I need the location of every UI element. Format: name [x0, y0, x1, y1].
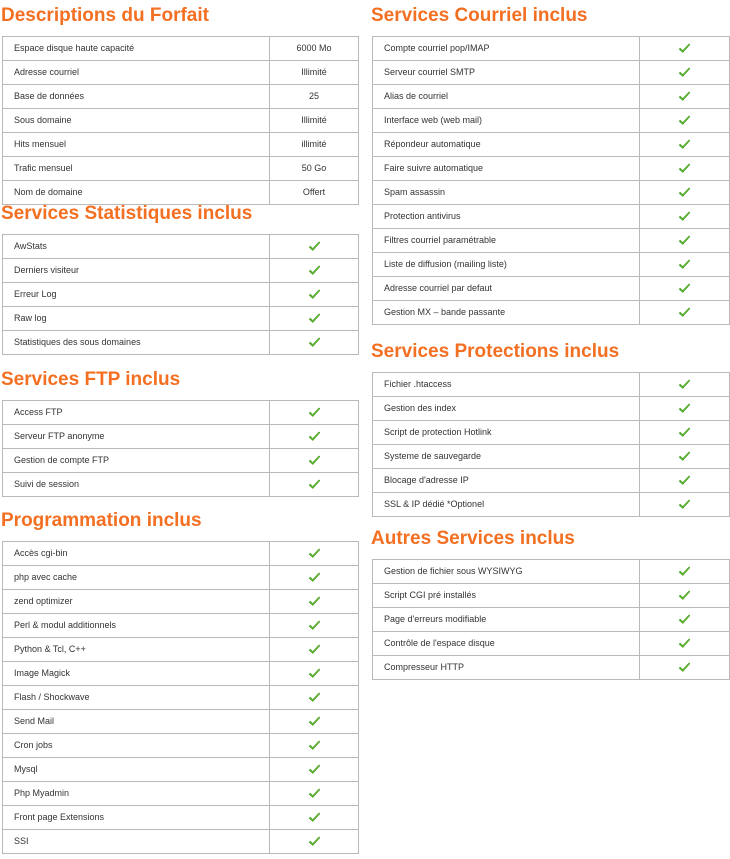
table-row	[3, 259, 359, 283]
table-row	[3, 590, 359, 614]
check-icon	[678, 379, 691, 389]
included-cell	[640, 301, 730, 325]
section-title-stats: Services Statistiques inclus	[1, 203, 253, 224]
check-icon	[678, 43, 691, 53]
row-label: Base de données	[3, 85, 270, 109]
check-icon	[308, 812, 321, 822]
included-cell	[270, 686, 359, 710]
section-title-forfait: Descriptions du Forfait	[1, 5, 209, 26]
row-label: Php Myadmin	[3, 782, 270, 806]
check-icon	[308, 596, 321, 606]
table-row	[373, 608, 730, 632]
table-row	[3, 473, 359, 497]
row-label: Serveur FTP anonyme	[3, 425, 270, 449]
included-cell	[270, 638, 359, 662]
row-label: SSI	[3, 830, 270, 854]
included-cell	[640, 560, 730, 584]
table-row	[3, 331, 359, 355]
row-label: AwStats	[3, 235, 270, 259]
check-icon	[678, 187, 691, 197]
table-row	[373, 37, 730, 61]
check-icon	[678, 163, 691, 173]
table-row	[373, 61, 730, 85]
included-cell	[640, 85, 730, 109]
check-icon	[308, 644, 321, 654]
table-other-body	[373, 560, 730, 680]
table-row	[3, 157, 359, 181]
row-label: Serveur courriel SMTP	[373, 61, 640, 85]
check-icon	[678, 259, 691, 269]
included-cell	[640, 229, 730, 253]
included-cell	[270, 614, 359, 638]
section-title-protect: Services Protections inclus	[371, 341, 620, 362]
table-row	[373, 584, 730, 608]
section-title-mail: Services Courriel inclus	[371, 5, 588, 26]
check-icon	[678, 614, 691, 624]
table-row	[373, 157, 730, 181]
check-icon	[308, 836, 321, 846]
included-cell	[640, 584, 730, 608]
check-icon	[678, 590, 691, 600]
table-row	[373, 469, 730, 493]
row-label: Compte courriel pop/IMAP	[373, 37, 640, 61]
table-row	[3, 37, 359, 61]
table-row	[373, 560, 730, 584]
row-label: Blocage d'adresse IP	[373, 469, 640, 493]
included-cell	[640, 373, 730, 397]
table-mail	[372, 36, 730, 325]
row-value: Offert	[270, 181, 359, 205]
table-row	[373, 656, 730, 680]
check-icon	[678, 67, 691, 77]
row-label: Gestion de fichier sous WYSIWYG	[373, 560, 640, 584]
row-label: Contrôle de l'espace disque	[373, 632, 640, 656]
row-label: Liste de diffusion (mailing liste)	[373, 253, 640, 277]
included-cell	[640, 37, 730, 61]
table-row	[373, 85, 730, 109]
row-value: 25	[270, 85, 359, 109]
row-label: Page d'erreurs modifiable	[373, 608, 640, 632]
check-icon	[678, 499, 691, 509]
included-cell	[270, 830, 359, 854]
check-icon	[678, 115, 691, 125]
included-cell	[640, 277, 730, 301]
row-value: 6000 Mo	[270, 37, 359, 61]
table-row	[3, 806, 359, 830]
row-label: Send Mail	[3, 710, 270, 734]
included-cell	[640, 181, 730, 205]
row-label: Faire suivre automatique	[373, 157, 640, 181]
table-row	[3, 283, 359, 307]
table-row	[3, 181, 359, 205]
table-row	[3, 662, 359, 686]
included-cell	[270, 806, 359, 830]
check-icon	[308, 668, 321, 678]
row-label: Derniers visiteur	[3, 259, 270, 283]
included-cell	[640, 469, 730, 493]
check-icon	[678, 566, 691, 576]
check-icon	[678, 427, 691, 437]
included-cell	[270, 590, 359, 614]
check-icon	[678, 91, 691, 101]
check-icon	[308, 455, 321, 465]
table-row	[373, 421, 730, 445]
included-cell	[270, 283, 359, 307]
table-row	[3, 614, 359, 638]
included-cell	[640, 632, 730, 656]
table-row	[3, 686, 359, 710]
row-label: Hits mensuel	[3, 133, 270, 157]
table-ftp-body	[3, 401, 359, 497]
check-icon	[308, 313, 321, 323]
check-icon	[308, 407, 321, 417]
table-row	[373, 133, 730, 157]
included-cell	[270, 734, 359, 758]
table-row	[373, 397, 730, 421]
row-label: Mysql	[3, 758, 270, 782]
included-cell	[640, 656, 730, 680]
included-cell	[270, 259, 359, 283]
check-icon	[308, 764, 321, 774]
table-prog-body	[3, 542, 359, 854]
row-label: Script CGI pré installés	[373, 584, 640, 608]
check-icon	[308, 265, 321, 275]
check-icon	[308, 241, 321, 251]
table-row	[373, 277, 730, 301]
row-label: Fichier .htaccess	[373, 373, 640, 397]
check-icon	[678, 283, 691, 293]
row-label: Spam assassin	[373, 181, 640, 205]
row-label: Adresse courriel par defaut	[373, 277, 640, 301]
check-icon	[678, 403, 691, 413]
row-label: Espace disque haute capacité	[3, 37, 270, 61]
row-label: Alias de courriel	[373, 85, 640, 109]
included-cell	[640, 253, 730, 277]
table-stats	[2, 234, 359, 355]
check-icon	[308, 572, 321, 582]
row-label: Systeme de sauvegarde	[373, 445, 640, 469]
included-cell	[640, 109, 730, 133]
table-mail-body	[373, 37, 730, 325]
section-title-prog: Programmation inclus	[1, 510, 202, 531]
table-prog	[2, 541, 359, 854]
row-label: Access FTP	[3, 401, 270, 425]
included-cell	[640, 445, 730, 469]
row-label: Front page Extensions	[3, 806, 270, 830]
table-row	[373, 301, 730, 325]
row-label: Suivi de session	[3, 473, 270, 497]
included-cell	[640, 608, 730, 632]
row-label: Trafic mensuel	[3, 157, 270, 181]
check-icon	[678, 662, 691, 672]
row-label: php avec cache	[3, 566, 270, 590]
table-row	[3, 542, 359, 566]
included-cell	[640, 133, 730, 157]
table-row	[3, 307, 359, 331]
table-row	[373, 229, 730, 253]
table-row	[373, 493, 730, 517]
table-row	[373, 253, 730, 277]
table-forfait	[2, 36, 359, 205]
table-forfait-body	[3, 37, 359, 205]
included-cell	[270, 542, 359, 566]
table-row	[3, 710, 359, 734]
table-row	[3, 782, 359, 806]
check-icon	[308, 479, 321, 489]
table-protect-body	[373, 373, 730, 517]
check-icon	[678, 475, 691, 485]
included-cell	[640, 157, 730, 181]
table-row	[373, 181, 730, 205]
row-label: Image Magick	[3, 662, 270, 686]
table-row	[3, 109, 359, 133]
row-label: Répondeur automatique	[373, 133, 640, 157]
table-other	[372, 559, 730, 680]
check-icon	[308, 692, 321, 702]
row-label: zend optimizer	[3, 590, 270, 614]
table-row	[373, 632, 730, 656]
table-row	[3, 566, 359, 590]
check-icon	[308, 548, 321, 558]
row-label: Python & Tcl, C++	[3, 638, 270, 662]
check-icon	[308, 289, 321, 299]
row-label: Protection antivirus	[373, 205, 640, 229]
included-cell	[270, 782, 359, 806]
check-icon	[308, 620, 321, 630]
row-label: Sous domaine	[3, 109, 270, 133]
check-icon	[678, 307, 691, 317]
table-row	[3, 734, 359, 758]
check-icon	[308, 740, 321, 750]
included-cell	[270, 662, 359, 686]
table-stats-body	[3, 235, 359, 355]
included-cell	[270, 235, 359, 259]
row-label: Accès cgi-bin	[3, 542, 270, 566]
check-icon	[308, 716, 321, 726]
row-label: Statistiques des sous domaines	[3, 331, 270, 355]
row-label: Flash / Shockwave	[3, 686, 270, 710]
table-row	[3, 830, 359, 854]
check-icon	[678, 235, 691, 245]
row-value: 50 Go	[270, 157, 359, 181]
section-title-ftp: Services FTP inclus	[1, 369, 181, 390]
row-label: Nom de domaine	[3, 181, 270, 205]
check-icon	[308, 431, 321, 441]
row-label: Gestion de compte FTP	[3, 449, 270, 473]
included-cell	[270, 401, 359, 425]
check-icon	[308, 337, 321, 347]
check-icon	[678, 139, 691, 149]
row-label: Perl & modul additionnels	[3, 614, 270, 638]
section-title-other: Autres Services inclus	[371, 528, 575, 549]
included-cell	[270, 758, 359, 782]
row-value: illimité	[270, 133, 359, 157]
check-icon	[308, 788, 321, 798]
row-value: Illimité	[270, 61, 359, 85]
row-label: Adresse courriel	[3, 61, 270, 85]
table-protect	[372, 372, 730, 517]
included-cell	[270, 566, 359, 590]
included-cell	[640, 397, 730, 421]
table-row	[3, 235, 359, 259]
table-row	[3, 61, 359, 85]
row-label: Script de protection Hotlink	[373, 421, 640, 445]
row-label: Interface web (web mail)	[373, 109, 640, 133]
check-icon	[678, 451, 691, 461]
row-label: SSL & IP dédié *Optionel	[373, 493, 640, 517]
table-row	[3, 638, 359, 662]
included-cell	[640, 493, 730, 517]
table-row	[373, 205, 730, 229]
row-label: Compresseur HTTP	[373, 656, 640, 680]
check-icon	[678, 638, 691, 648]
table-row	[3, 425, 359, 449]
row-label: Erreur Log	[3, 283, 270, 307]
included-cell	[270, 449, 359, 473]
row-value: Illimité	[270, 109, 359, 133]
table-row	[3, 133, 359, 157]
table-row	[3, 85, 359, 109]
included-cell	[270, 473, 359, 497]
table-row	[3, 401, 359, 425]
row-label: Cron jobs	[3, 734, 270, 758]
included-cell	[270, 331, 359, 355]
included-cell	[640, 205, 730, 229]
included-cell	[640, 61, 730, 85]
row-label: Gestion MX – bande passante	[373, 301, 640, 325]
check-icon	[678, 211, 691, 221]
included-cell	[640, 421, 730, 445]
table-row	[3, 758, 359, 782]
included-cell	[270, 425, 359, 449]
table-row	[373, 373, 730, 397]
row-label: Filtres courriel paramétrable	[373, 229, 640, 253]
included-cell	[270, 307, 359, 331]
table-row	[373, 109, 730, 133]
included-cell	[270, 710, 359, 734]
table-row	[373, 445, 730, 469]
row-label: Gestion des index	[373, 397, 640, 421]
row-label: Raw log	[3, 307, 270, 331]
table-row	[3, 449, 359, 473]
table-ftp	[2, 400, 359, 497]
